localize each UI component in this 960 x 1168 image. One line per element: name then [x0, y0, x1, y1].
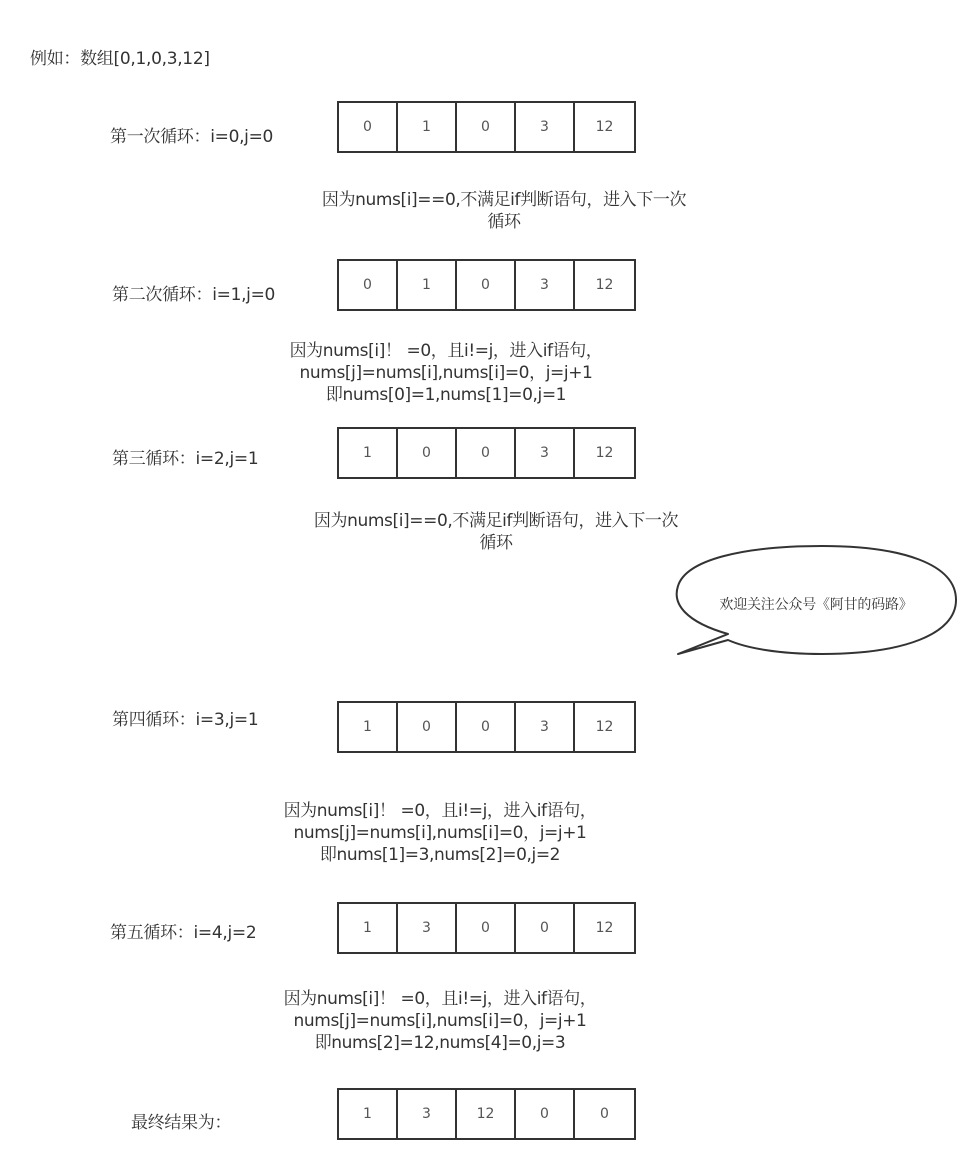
- step-1-array: [337, 101, 636, 153]
- array-cell: 12: [595, 719, 614, 735]
- array-cell: 3: [516, 429, 575, 477]
- final-label: 最终结果为：: [131, 1113, 232, 1133]
- array-cell: 0: [457, 429, 516, 477]
- note-line: 因为nums[i]！ =0，且i!=j，进入if语句，: [289, 341, 603, 361]
- note-line: 因为nums[i]==0,不满足if判断语句，进入下一次: [321, 190, 687, 210]
- step-5-note: [230, 988, 650, 1054]
- array-cell: 1: [339, 703, 398, 751]
- final-array: [337, 1088, 636, 1140]
- array-cell: 1: [398, 103, 457, 151]
- array-cell: 1: [398, 261, 457, 309]
- array-cell: 0: [457, 103, 516, 151]
- step-4-label: 第四循环：i=3,j=1: [112, 710, 259, 730]
- step-2-array: [337, 259, 636, 311]
- array-cell: 12: [595, 920, 614, 936]
- step-3-note: [256, 510, 736, 554]
- array-cell: 0: [457, 904, 516, 952]
- array-cell: 1: [339, 429, 398, 477]
- note-line: nums[j]=nums[i],nums[i]=0，j=j+1: [299, 363, 593, 383]
- step-3-array: [337, 427, 636, 479]
- array-cell: 3: [516, 703, 575, 751]
- array-cell: 0: [600, 1106, 609, 1122]
- array-cell: 0: [457, 261, 516, 309]
- note-line: 循环: [487, 212, 521, 232]
- bubble-text: 欢迎关注公众号《阿甘的码路》: [719, 597, 913, 613]
- array-cell: 1: [339, 904, 398, 952]
- array-cell: 0: [457, 703, 516, 751]
- step-2-note: [236, 340, 656, 406]
- array-cell: 0: [398, 429, 457, 477]
- array-cell: 3: [398, 1090, 457, 1138]
- step-3-label: 第三循环：i=2,j=1: [112, 449, 259, 469]
- array-cell: 0: [339, 103, 398, 151]
- note-line: 因为nums[i]==0,不满足if判断语句，进入下一次: [313, 511, 679, 531]
- array-cell: 12: [457, 1090, 516, 1138]
- step-5-label: 第五循环：i=4,j=2: [110, 923, 257, 943]
- array-cell: 12: [595, 119, 614, 135]
- array-cell: 0: [516, 1090, 575, 1138]
- note-line: 即nums[2]=12,nums[4]=0,j=3: [314, 1033, 566, 1053]
- array-cell: 0: [398, 703, 457, 751]
- note-line: 即nums[1]=3,nums[2]=0,j=2: [319, 845, 561, 865]
- step-4-note: [230, 800, 650, 866]
- note-line: 因为nums[i]！ =0，且i!=j，进入if语句，: [283, 989, 597, 1009]
- note-line: 循环: [479, 533, 513, 553]
- array-cell: 3: [398, 904, 457, 952]
- note-line: 因为nums[i]！ =0，且i!=j，进入if语句，: [283, 801, 597, 821]
- array-cell: 3: [516, 261, 575, 309]
- note-line: nums[j]=nums[i],nums[i]=0，j=j+1: [293, 1011, 587, 1031]
- step-1-label: 第一次循环：i=0,j=0: [110, 127, 274, 147]
- array-cell: 12: [595, 445, 614, 461]
- array-cell: 1: [339, 1090, 398, 1138]
- note-line: nums[j]=nums[i],nums[i]=0，j=j+1: [293, 823, 587, 843]
- array-cell: 0: [516, 904, 575, 952]
- note-line: 即nums[0]=1,nums[1]=0,j=1: [325, 385, 567, 405]
- array-cell: 12: [595, 277, 614, 293]
- step-2-label: 第二次循环：i=1,j=0: [112, 285, 276, 305]
- diagram-title: 例如：数组[0,1,0,3,12]: [30, 49, 210, 69]
- array-cell: 3: [516, 103, 575, 151]
- step-5-array: [337, 902, 636, 954]
- array-cell: 0: [339, 261, 398, 309]
- step-1-note: [264, 189, 744, 233]
- step-4-array: [337, 701, 636, 753]
